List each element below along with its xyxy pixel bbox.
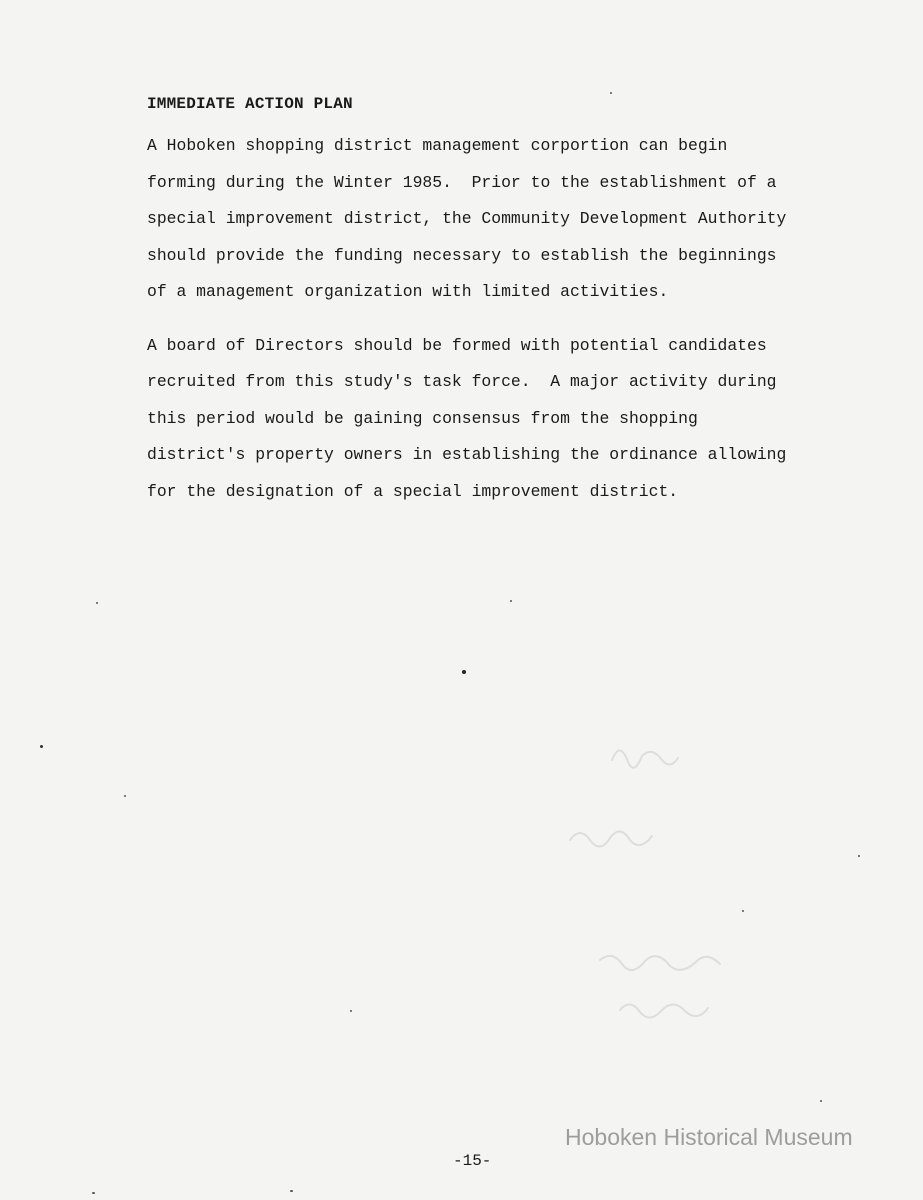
paragraph-line: this period would be gaining consensus from the shopping	[147, 408, 698, 428]
paragraph-line: district's property owners in establishing the ordinance allowing	[147, 445, 787, 464]
section-heading: IMMEDIATE ACTION PLAN	[147, 95, 353, 113]
bleed-stroke	[570, 831, 652, 846]
museum-watermark: Hoboken Historical Museum	[565, 1124, 853, 1150]
scan-speck	[40, 745, 43, 748]
paragraph-line: A Hoboken shopping district management corportion can begin	[147, 136, 728, 155]
scan-speck	[462, 670, 466, 674]
scan-speck	[350, 1010, 352, 1012]
scan-speck	[510, 600, 512, 602]
bleed-stroke	[620, 1004, 708, 1017]
scan-speck	[96, 602, 98, 604]
page-number: -15-	[453, 1152, 492, 1170]
scan-speck	[92, 1192, 95, 1194]
scan-speck	[820, 1100, 822, 1102]
bleed-stroke	[612, 750, 678, 767]
scan-speck	[858, 855, 860, 857]
paragraph-line: for the designation of a special improvement district.	[147, 481, 679, 501]
bleed-stroke	[600, 956, 720, 970]
paragraph-line: forming during the Winter 1985. Prior to the establishment of a	[147, 172, 777, 192]
paragraph-line: special improvement district, the Community Development Authority	[147, 209, 787, 228]
paragraph-line: of a management organization with limited activities.	[147, 282, 669, 301]
paragraph-line: should provide the funding necessary to establish the beginnings	[147, 245, 777, 265]
paragraph-line: A board of Directors should be formed with potential candidates	[147, 335, 767, 355]
scan-speck	[290, 1190, 293, 1192]
scan-speck	[124, 795, 126, 797]
scan-speck	[742, 910, 744, 912]
paragraph-line: recruited from this study's task force. A major activity during	[147, 372, 777, 391]
scan-speck	[610, 92, 612, 94]
